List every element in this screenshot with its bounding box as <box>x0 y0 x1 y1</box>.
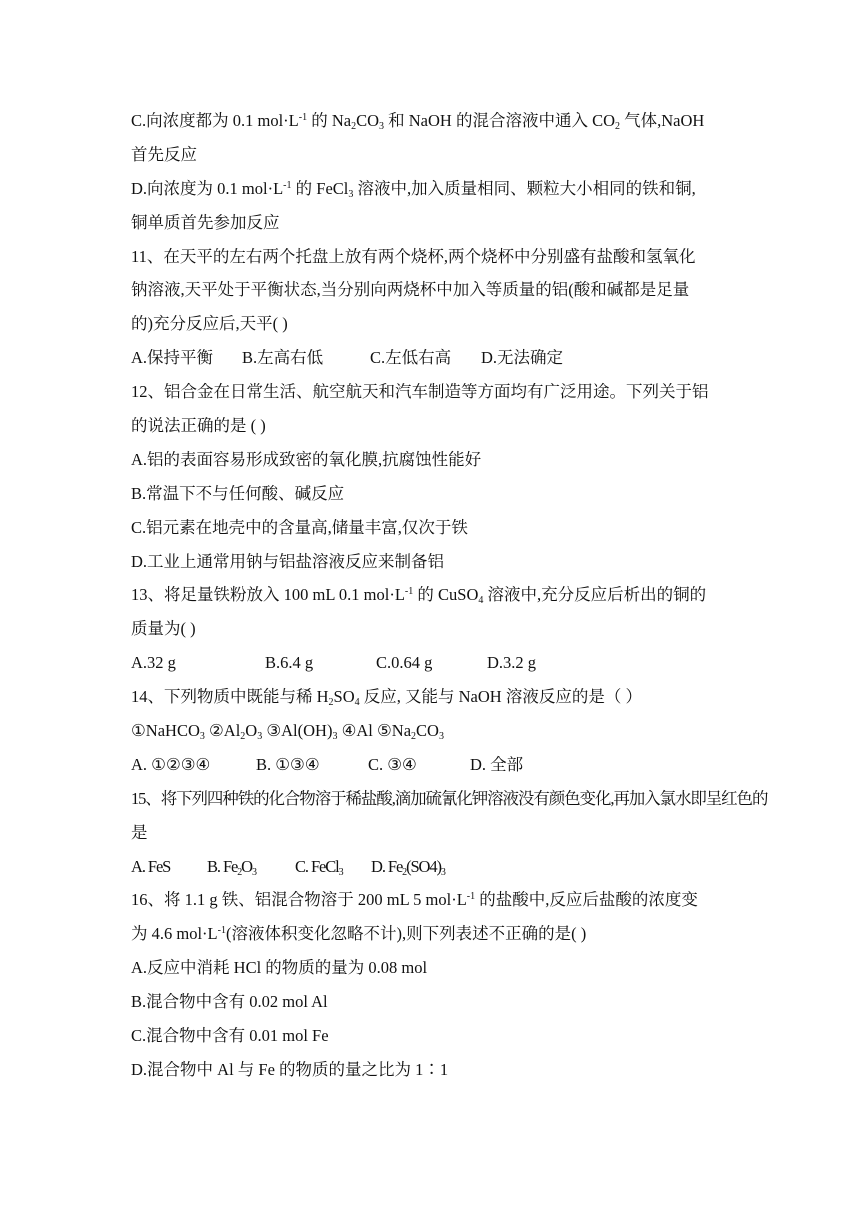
superscript: -1 <box>298 112 308 123</box>
text: 为 4.6 mol·L <box>131 924 218 944</box>
superscript: -1 <box>283 179 292 191</box>
q16-option-c[interactable]: C.混合物中含有 0.01 mol Fe <box>131 1026 329 1046</box>
q13-options <box>131 646 736 680</box>
subscript: 3 <box>252 866 256 878</box>
text: O <box>245 721 258 741</box>
q16-option-d[interactable]: D.混合物中 Al 与 Fe 的物质的量之比为 1∶1 <box>131 1059 449 1079</box>
q15-option-b[interactable] <box>207 850 295 884</box>
q11-option-a[interactable]: A.保持平衡 <box>131 348 214 368</box>
q15-stem-line1: 15、将下列四种铁的化合物溶于稀盐酸,滴加硫氰化钾溶液没有颜色变化,再加入氯水即呈红色的 <box>131 788 768 808</box>
q12-stem-line2: 的说法正确的是 ( ) <box>131 416 266 436</box>
q10-option-d-line1 <box>131 172 736 206</box>
q13-option-b[interactable]: B.6.4 g <box>265 653 314 673</box>
q12-option-b[interactable]: B.常温下不与任何酸、碱反应 <box>131 483 345 503</box>
subscript: 2 <box>237 866 242 878</box>
subscript: 2 <box>615 121 621 132</box>
q16-stem-line2 <box>131 917 736 951</box>
subscript: 3 <box>440 866 445 878</box>
subscript: 3 <box>438 731 444 743</box>
text: 的盐酸中,反应后盐酸的浓度变 <box>475 890 698 910</box>
text: 气体,NaOH <box>620 111 705 130</box>
text: D.向浓度为 0.1 mol·L <box>131 178 284 198</box>
text: 14、下列物质中既能与稀 H <box>131 687 329 707</box>
q11-stem-line3: 的)充分反应后,天平( ) <box>131 314 288 334</box>
text: 溶液中,加入质量相同、颗粒大小相同的铁和铜, <box>353 178 696 198</box>
text: B. Fe <box>207 856 238 876</box>
q11-option-b[interactable]: B.左高右低 <box>242 348 324 368</box>
q16-option-a[interactable]: A.反应中消耗 HCl 的物质的量为 0.08 mol <box>131 958 428 978</box>
text: (溶液体积变化忽略不计),则下列表述不正确的是( ) <box>225 924 587 944</box>
text: ③Al(OH) <box>262 721 333 741</box>
text: 的 Na <box>307 111 352 130</box>
text: 溶液中,充分反应后析出的铜的 <box>483 585 707 605</box>
document-page <box>131 104 768 1087</box>
q12-stem-line1: 12、铝合金在日常生活、航空航天和汽车制造等方面均有广泛用途。下列关于铝 <box>131 382 709 402</box>
q16-stem-line1 <box>131 883 736 917</box>
text: CO <box>356 111 380 130</box>
q15-option-c[interactable] <box>295 850 371 884</box>
text: SO <box>333 687 355 707</box>
subscript: 3 <box>257 731 263 743</box>
text: CO <box>416 721 439 741</box>
q15-stem-line2: 是 <box>131 822 148 842</box>
subscript: 3 <box>348 188 354 200</box>
subscript: 2 <box>351 121 357 132</box>
text: 反应, 又能与 NaOH 溶液反应的是（ ） <box>359 687 642 707</box>
superscript: -1 <box>404 586 414 598</box>
text: 和 NaOH 的混合溶液中通入 CO <box>384 111 616 130</box>
q14-option-d[interactable]: D. 全部 <box>470 754 524 774</box>
q15-option-a[interactable]: A. FeS <box>131 856 171 876</box>
q13-stem-line1 <box>131 578 736 612</box>
subscript: 2 <box>402 866 407 878</box>
text: 的 FeCl <box>291 178 349 198</box>
q14-option-c[interactable]: C. ③④ <box>368 754 417 774</box>
subscript: 3 <box>379 121 385 132</box>
subscript: 3 <box>338 866 343 878</box>
q10-option-c-line1 <box>131 104 736 138</box>
subscript: 2 <box>411 731 417 743</box>
text: ④Al <box>337 721 378 741</box>
q16-option-b[interactable]: B.混合物中含有 0.02 mol Al <box>131 992 328 1012</box>
subscript: 2 <box>328 697 334 709</box>
text: 的 CuSO <box>413 585 479 605</box>
superscript: -1 <box>217 925 226 937</box>
q14-options <box>131 748 736 782</box>
text: O <box>241 856 252 876</box>
subscript: 4 <box>478 595 484 607</box>
text: ①NaHCO <box>131 721 200 741</box>
q11-stem-line1: 11、在天平的左右两个托盘上放有两个烧杯,两个烧杯中分别盛有盐酸和氢氧化 <box>131 246 696 266</box>
q13-option-c[interactable]: C.0.64 g <box>376 653 433 673</box>
q12-option-c[interactable]: C.铝元素在地壳中的含量高,储量丰富,仅次于铁 <box>131 517 468 537</box>
q14-stem-line1 <box>131 680 736 714</box>
subscript: 4 <box>354 697 360 709</box>
superscript: -1 <box>466 891 476 903</box>
text: 13、将足量铁粉放入 100 mL 0.1 mol·L <box>131 585 405 605</box>
text: ②Al <box>204 721 241 741</box>
q13-stem-line2: 质量为( ) <box>131 619 196 639</box>
q13-option-a[interactable]: A.32 g <box>131 653 176 673</box>
q11-options <box>131 341 736 375</box>
q11-stem-line2: 钠溶液,天平处于平衡状态,当分别向两烧杯中加入等质量的铝(酸和碱都是足量 <box>131 280 690 300</box>
q15-option-d[interactable] <box>371 850 445 884</box>
q14-option-b[interactable]: B. ①③④ <box>256 754 320 774</box>
q12-option-d[interactable]: D.工业上通常用钠与铝盐溶液反应来制备铝 <box>131 551 445 571</box>
subscript: 3 <box>199 731 205 743</box>
q11-option-d[interactable]: D.无法确定 <box>481 348 564 368</box>
text: (SO4) <box>406 856 441 876</box>
q11-option-c[interactable]: C.左低右高 <box>370 348 452 368</box>
q10-option-c-line2: 首先反应 <box>131 144 197 164</box>
subscript: 2 <box>240 731 246 743</box>
q12-option-a[interactable]: A.铝的表面容易形成致密的氧化膜,抗腐蚀性能好 <box>131 449 482 469</box>
text: ⑤Na <box>377 721 412 741</box>
text: C. FeCl <box>295 856 339 876</box>
q13-option-d[interactable]: D.3.2 g <box>487 653 537 673</box>
text: 16、将 1.1 g 铁、铝混合物溶于 200 mL 5 mol·L <box>131 890 467 910</box>
q10-option-d-line2: 铜单质首先参加反应 <box>131 212 280 232</box>
text: C.向浓度都为 0.1 mol·L <box>131 111 299 130</box>
q14-option-a[interactable]: A. ①②③④ <box>131 754 211 774</box>
q14-substance-list <box>131 714 736 748</box>
text: D. Fe <box>371 856 403 876</box>
q15-options <box>131 850 736 884</box>
subscript: 3 <box>332 731 338 743</box>
